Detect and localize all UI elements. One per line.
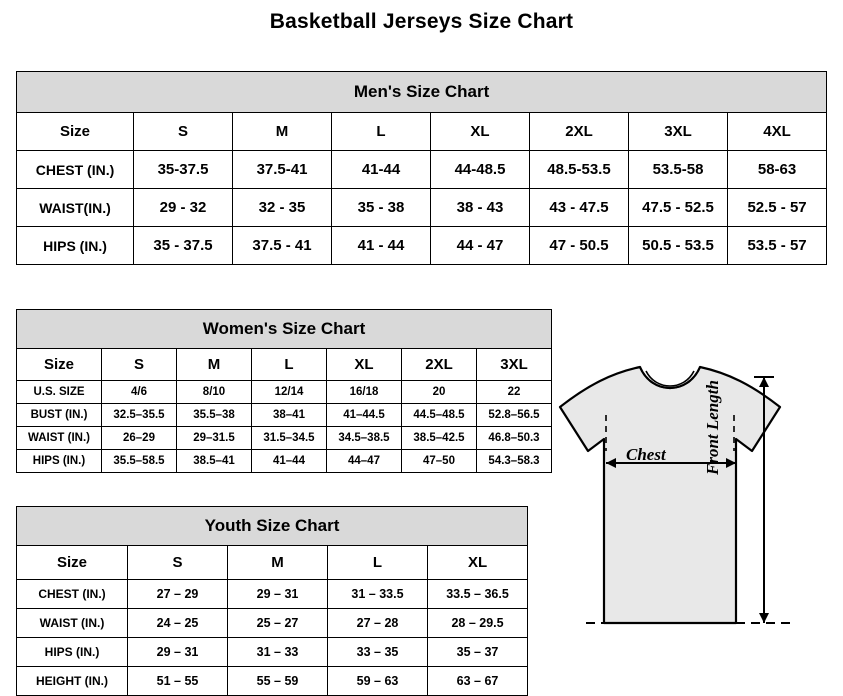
mens-hips-3xl: 50.5 - 53.5 [629,227,728,265]
womens-bust-3xl: 52.8–56.5 [477,404,552,427]
womens-ussize-2xl: 20 [402,381,477,404]
youth-height-xl: 63 – 67 [428,667,528,696]
youth-header-size: Size [17,546,128,580]
youth-height-m: 55 – 59 [228,667,328,696]
youth-header-xl: XL [428,546,528,580]
womens-hips-3xl: 54.3–58.3 [477,450,552,473]
youth-chest-l: 31 – 33.5 [328,580,428,609]
table-row [17,189,827,227]
youth-height-l: 59 – 63 [328,667,428,696]
youth-header-m: M [228,546,328,580]
table-row [17,667,528,696]
womens-row-label-waist: WAIST (IN.) [17,427,102,450]
youth-chest-m: 29 – 31 [228,580,328,609]
mens-chest-s: 35-37.5 [134,151,233,189]
chest-measurement-label: Chest [626,445,666,464]
youth-waist-xl: 28 – 29.5 [428,609,528,638]
youth-row-label-height: HEIGHT (IN.) [17,667,128,696]
jersey-measurement-diagram [540,355,835,675]
mens-table-caption-row [17,72,827,113]
youth-waist-m: 25 – 27 [228,609,328,638]
womens-ussize-l: 12/14 [252,381,327,404]
womens-waist-2xl: 38.5–42.5 [402,427,477,450]
table-row [17,450,552,473]
womens-hips-s: 35.5–58.5 [102,450,177,473]
mens-chest-xl: 44-48.5 [431,151,530,189]
womens-waist-m: 29–31.5 [177,427,252,450]
mens-chest-3xl: 53.5-58 [629,151,728,189]
youth-row-label-chest: CHEST (IN.) [17,580,128,609]
youth-table-caption-row [17,507,528,546]
front-length-measurement-label: Front Length [703,380,722,475]
mens-hips-l: 41 - 44 [332,227,431,265]
table-row [17,404,552,427]
womens-header-3xl: 3XL [477,349,552,381]
mens-header-2xl: 2XL [530,113,629,151]
womens-bust-l: 38–41 [252,404,327,427]
mens-row-label-chest: CHEST (IN.) [17,151,134,189]
mens-chest-4xl: 58-63 [728,151,827,189]
womens-ussize-m: 8/10 [177,381,252,404]
youth-waist-l: 27 – 28 [328,609,428,638]
mens-waist-l: 35 - 38 [332,189,431,227]
womens-hips-l: 41–44 [252,450,327,473]
womens-hips-2xl: 47–50 [402,450,477,473]
mens-row-label-waist: WAIST(IN.) [17,189,134,227]
youth-hips-l: 33 – 35 [328,638,428,667]
womens-header-l: L [252,349,327,381]
mens-header-l: L [332,113,431,151]
mens-header-s: S [134,113,233,151]
womens-ussize-s: 4/6 [102,381,177,404]
mens-chest-2xl: 48.5-53.5 [530,151,629,189]
mens-hips-4xl: 53.5 - 57 [728,227,827,265]
womens-bust-2xl: 44.5–48.5 [402,404,477,427]
mens-waist-s: 29 - 32 [134,189,233,227]
womens-header-m: M [177,349,252,381]
youth-table-header-row [17,546,528,580]
youth-height-s: 51 – 55 [128,667,228,696]
womens-bust-s: 32.5–35.5 [102,404,177,427]
mens-header-3xl: 3XL [629,113,728,151]
youth-size-chart-table [16,506,528,696]
mens-size-chart-table [16,71,827,265]
mens-hips-xl: 44 - 47 [431,227,530,265]
womens-waist-l: 31.5–34.5 [252,427,327,450]
youth-header-s: S [128,546,228,580]
table-row [17,609,528,638]
womens-hips-xl: 44–47 [327,450,402,473]
womens-header-xl: XL [327,349,402,381]
mens-waist-2xl: 43 - 47.5 [530,189,629,227]
womens-row-label-hips: HIPS (IN.) [17,450,102,473]
youth-table-caption: Youth Size Chart [17,507,528,546]
page-title: Basketball Jerseys Size Chart [269,10,574,33]
womens-waist-3xl: 46.8–50.3 [477,427,552,450]
mens-hips-s: 35 - 37.5 [134,227,233,265]
mens-chest-l: 41-44 [332,151,431,189]
jersey-illustration-icon [540,355,835,675]
womens-ussize-3xl: 22 [477,381,552,404]
youth-header-l: L [328,546,428,580]
womens-table-caption-row [17,310,552,349]
table-row [17,381,552,404]
table-row [17,427,552,450]
mens-header-xl: XL [431,113,530,151]
youth-chest-s: 27 – 29 [128,580,228,609]
mens-header-size: Size [17,113,134,151]
mens-waist-3xl: 47.5 - 52.5 [629,189,728,227]
youth-hips-m: 31 – 33 [228,638,328,667]
mens-chest-m: 37.5-41 [233,151,332,189]
womens-row-label-bust: BUST (IN.) [17,404,102,427]
mens-waist-m: 32 - 35 [233,189,332,227]
table-row [17,638,528,667]
table-row [17,227,827,265]
mens-waist-xl: 38 - 43 [431,189,530,227]
womens-ussize-xl: 16/18 [327,381,402,404]
youth-row-label-waist: WAIST (IN.) [17,609,128,638]
mens-table-caption: Men's Size Chart [17,72,827,113]
youth-waist-s: 24 – 25 [128,609,228,638]
mens-hips-m: 37.5 - 41 [233,227,332,265]
table-row [17,580,528,609]
mens-waist-4xl: 52.5 - 57 [728,189,827,227]
youth-hips-xl: 35 – 37 [428,638,528,667]
womens-table-header-row [17,349,552,381]
mens-row-label-hips: HIPS (IN.) [17,227,134,265]
youth-hips-s: 29 – 31 [128,638,228,667]
mens-hips-2xl: 47 - 50.5 [530,227,629,265]
womens-table-caption: Women's Size Chart [17,310,552,349]
womens-size-chart-table [16,309,552,473]
table-row [17,151,827,189]
youth-chest-xl: 33.5 – 36.5 [428,580,528,609]
womens-header-2xl: 2XL [402,349,477,381]
womens-header-s: S [102,349,177,381]
womens-waist-xl: 34.5–38.5 [327,427,402,450]
mens-header-4xl: 4XL [728,113,827,151]
mens-table-header-row [17,113,827,151]
womens-bust-m: 35.5–38 [177,404,252,427]
womens-bust-xl: 41–44.5 [327,404,402,427]
womens-header-size: Size [17,349,102,381]
womens-hips-m: 38.5–41 [177,450,252,473]
womens-row-label-us-size: U.S. SIZE [17,381,102,404]
youth-row-label-hips: HIPS (IN.) [17,638,128,667]
mens-header-m: M [233,113,332,151]
womens-waist-s: 26–29 [102,427,177,450]
